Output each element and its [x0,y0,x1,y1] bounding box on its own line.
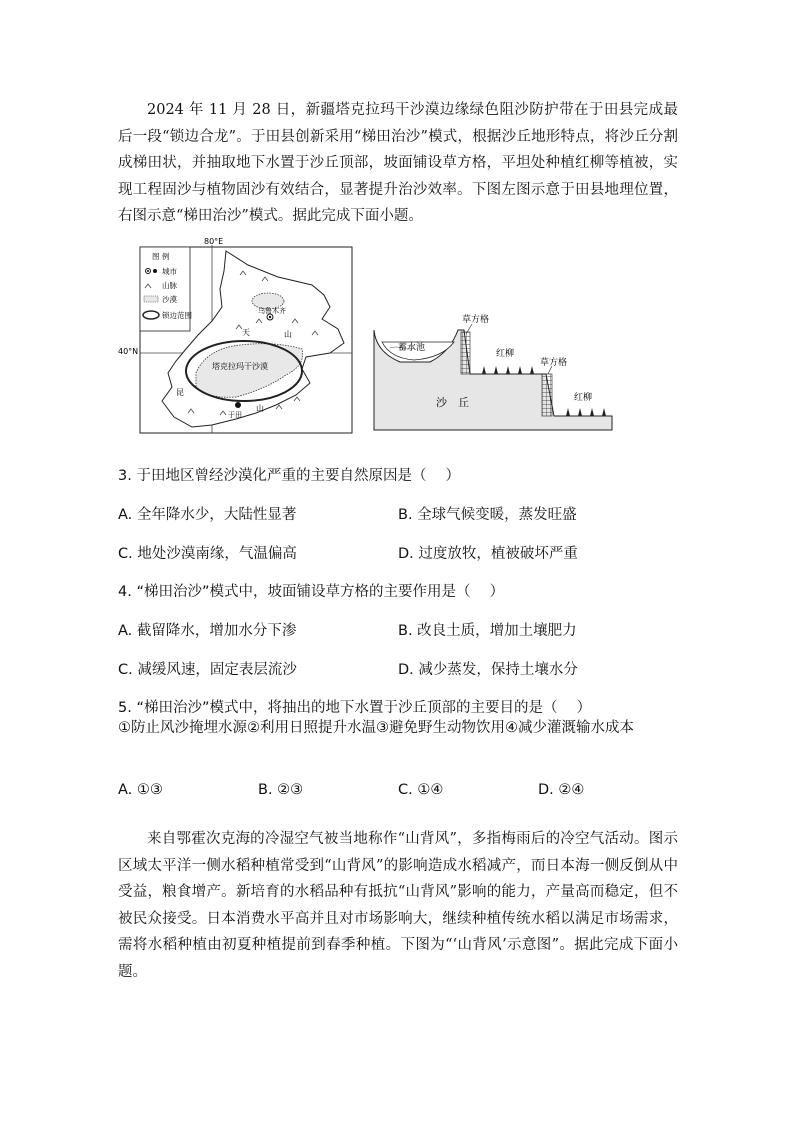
tianshan-shan: 山 [284,330,292,339]
q4-option-c[interactable]: C. 减缓风速，固定表层流沙 [118,662,297,678]
legend-title: 图 例 [152,252,170,261]
q5-statements: ①防止风沙掩埋水源②利用日照提升水温③避免野生动物饮用④减少灌溉输水成本 [118,720,634,736]
dune-label: 沙 丘 [436,396,469,409]
kunlun-kun: 昆 [176,388,184,397]
legend-lock-edge: 锁边范围 [162,311,192,320]
legend-city: 城市 [162,267,177,276]
grass-grid-slope-2 [542,374,552,416]
parallel-label: 40°N [118,347,139,356]
tamarisk-label-2: 红柳 [574,393,593,403]
q5-option-b[interactable]: B. ②③ [258,782,304,798]
q5-option-c[interactable]: C. ①④ [398,782,444,798]
q3-option-c[interactable]: C. 地处沙漠南缘，气温偏高 [118,546,297,562]
terrace-sand-control-diagram [370,312,620,432]
meridian-label: 80°E [204,237,224,246]
map-legend [140,247,192,331]
question-3-stem: 3. 于田地区曾经沙漠化严重的主要自然原因是（ ） [118,468,461,484]
legend-mountain: 山脉 [162,281,177,290]
passage-1: 2024 年 11 月 28 日，新疆塔克拉玛干沙漠边缘绿色阻沙防护带在于田县完成最后一段“锁边合龙”。于田县创新采用“梯田治沙”模式，根据沙丘地形特点，将沙丘分割成梯田状，并抽取地下水置于沙丘顶部，坡面铺设草方格，平坦处种植红柳等植被，实现工程固沙与植物固沙有效结合，显著提升治沙效率。下图左图示意于田县地理位置，右图示意“梯田治沙”模式。据此完成下面小题。 [118,102,678,224]
passage-2: 来自鄂霍次克海的冷湿空气被当地称作“山背风”，多指梅雨后的冷空气活动。图示区域太平洋一侧水稻种植常受到“山背风”的影响造成水稻减产，而日本海一侧反倒从中受益，粮食增产。新培育的水稻品种有抵抗“山背风”影响的能力，产量高而稳定，但不被民众接受。日本消费水平高并且对市场影响大，继续种植传统水稻以满足市场需求，需将水稻种植由初夏种植提前到春季种植。下图为“‘山背风’示意图”。据此完成下面小题。 [118,831,678,980]
q3-option-a[interactable]: A. 全年降水少，大陆性显著 [118,507,297,523]
tamarisk-label-1: 红柳 [496,349,515,359]
yutian-location-map [116,237,356,437]
yutian-city [235,402,241,408]
legend-desert: 沙漠 [162,295,177,304]
tianshan-tian: 天 [242,328,250,337]
yutian-label: 于田 [228,411,242,419]
kunlun-shan: 山 [256,404,264,413]
pool-label: 蓄水池 [398,343,426,353]
urumqi-label: 乌鲁木齐 [258,307,286,315]
grass-grid-label-1: 草方格 [462,315,490,325]
grass-grid-label-2: 草方格 [540,358,568,368]
tamarisk-plants-2 [566,408,606,416]
question-5-stem: 5. “梯田治沙”模式中，将抽出的地下水置于沙丘顶部的主要目的是（ ） [118,700,592,716]
q5-option-d[interactable]: D. ②④ [538,782,585,798]
tamarisk-plants-1 [482,366,534,374]
q4-option-d[interactable]: D. 减少蒸发，保持土壤水分 [398,662,578,678]
q5-option-a[interactable]: A. ①③ [118,782,163,798]
grass-grid-slope-1 [461,332,470,374]
q3-option-d[interactable]: D. 过度放牧，植被破坏严重 [398,546,578,562]
q3-option-b[interactable]: B. 全球气候变暖，蒸发旺盛 [398,507,577,523]
q4-option-b[interactable]: B. 改良土质，增加土壤肥力 [398,623,577,639]
q4-option-a[interactable]: A. 截留降水，增加水分下渗 [118,623,297,639]
question-4-stem: 4. “梯田治沙”模式中，坡面铺设草方格的主要作用是（ ） [118,584,505,600]
desert-label: 塔克拉玛干沙漠 [212,362,268,371]
